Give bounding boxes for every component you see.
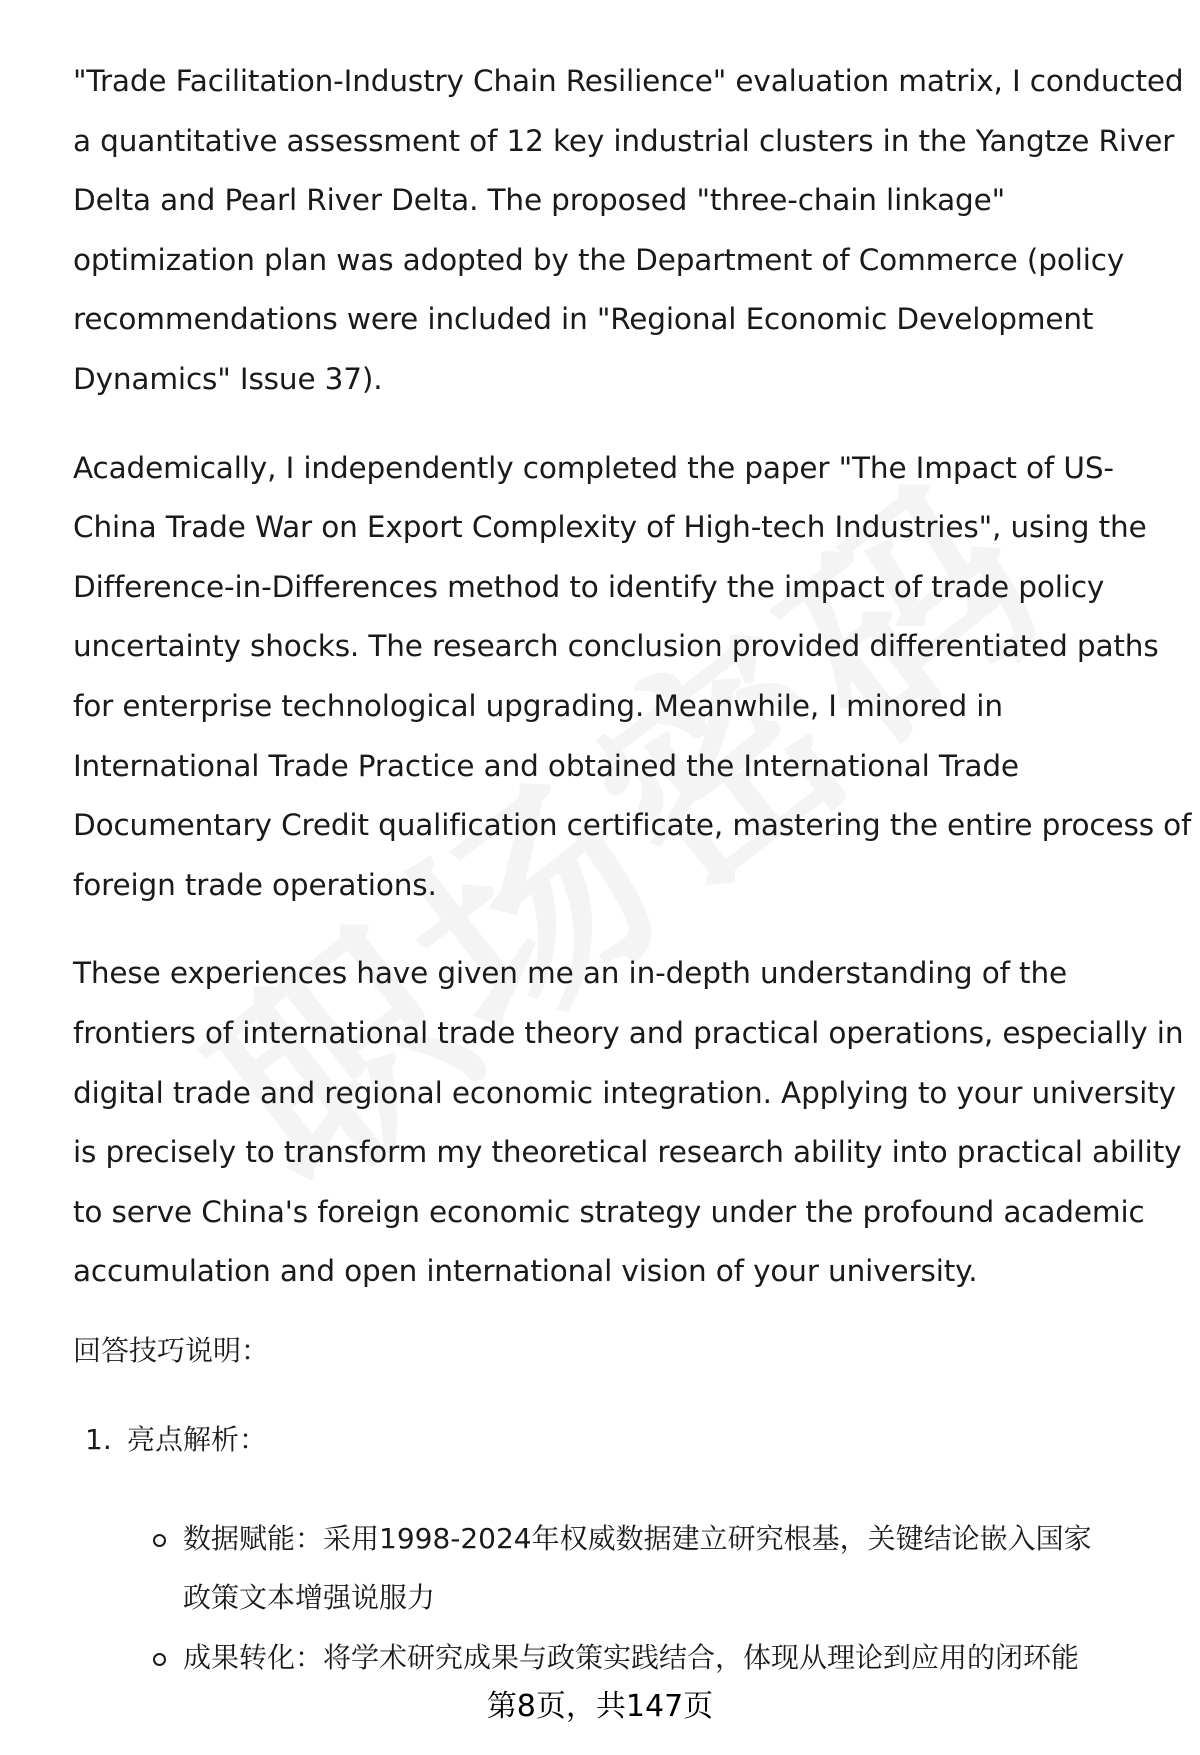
text-line: 数据赋能：采用1998-2024年权威数据建立研究根基，关键结论嵌入国家 [183,1521,1092,1555]
text-line: is precisely to transform my theoretical research ability into practical ability [73,1135,1182,1170]
text-line: These experiences have given me an in-depth understanding of the [73,956,1068,991]
list-item-label: 亮点解析： [127,1422,268,1456]
paragraph-3 [73,944,1184,1302]
text-line: foreign trade operations. [73,867,437,902]
text-line: recommendations were included in "Regional Economic Development [73,302,1094,337]
page-footer: 第8页，共147页 [0,1687,1200,1755]
text-line: to serve China's foreign economic strategy under the profound academic [73,1194,1145,1229]
text-line: China Trade War on Export Complexity of High-tech Industries", using the [73,510,1147,545]
text-line: accumulation and open international vision of your university. [73,1254,978,1289]
hollow-circle-bullet-icon [153,1534,166,1547]
text-line: "Trade Facilitation-Industry Chain Resilience" evaluation matrix, I conducted [73,64,1184,98]
text-line: for enterprise technological upgrading. Meanwhile, I minored in [73,688,1003,723]
sub-list [73,1509,1163,1687]
text-line: uncertainty shocks. The research conclusion provided differentiated paths [73,629,1159,664]
list-number: 1. [85,1422,112,1456]
ordered-list-item [73,1420,1163,1460]
text-line: Delta and Pearl River Delta. The proposed "three-chain linkage" [73,183,1006,218]
sub-list-item [73,1628,1163,1687]
text-line: International Trade Practice and obtained the International Trade [73,748,1019,783]
text-line: optimization plan was adopted by the Department of Commerce (policy [73,242,1125,277]
text-line: Dynamics" Issue 37). [73,361,383,396]
paragraph-1 [73,52,1184,410]
text-line: Academically, I independently completed the paper "The Impact of US- [73,450,1114,485]
document-body [73,52,1192,1688]
tips-heading: 回答技巧说明： [73,1333,270,1367]
text-line: frontiers of international trade theory and practical operations, especially in [73,1015,1184,1050]
text-line: Documentary Credit qualification certificate, mastering the entire process of [73,808,1192,843]
text-line: digital trade and regional economic integration. Applying to your university [73,1075,1176,1110]
text-line: 成果转化：将学术研究成果与政策实践结合，体现从理论到应用的闭环能 [183,1640,1080,1674]
sub-list-item [73,1509,1163,1627]
text-line: a quantitative assessment of 12 key industrial clusters in the Yangtze River [73,123,1175,158]
text-line: 政策文本增强说服力 [183,1580,436,1614]
text-line: Difference-in-Differences method to identify the impact of trade policy [73,569,1105,604]
paragraph-2 [73,439,1192,916]
hollow-circle-bullet-icon [153,1653,166,1666]
